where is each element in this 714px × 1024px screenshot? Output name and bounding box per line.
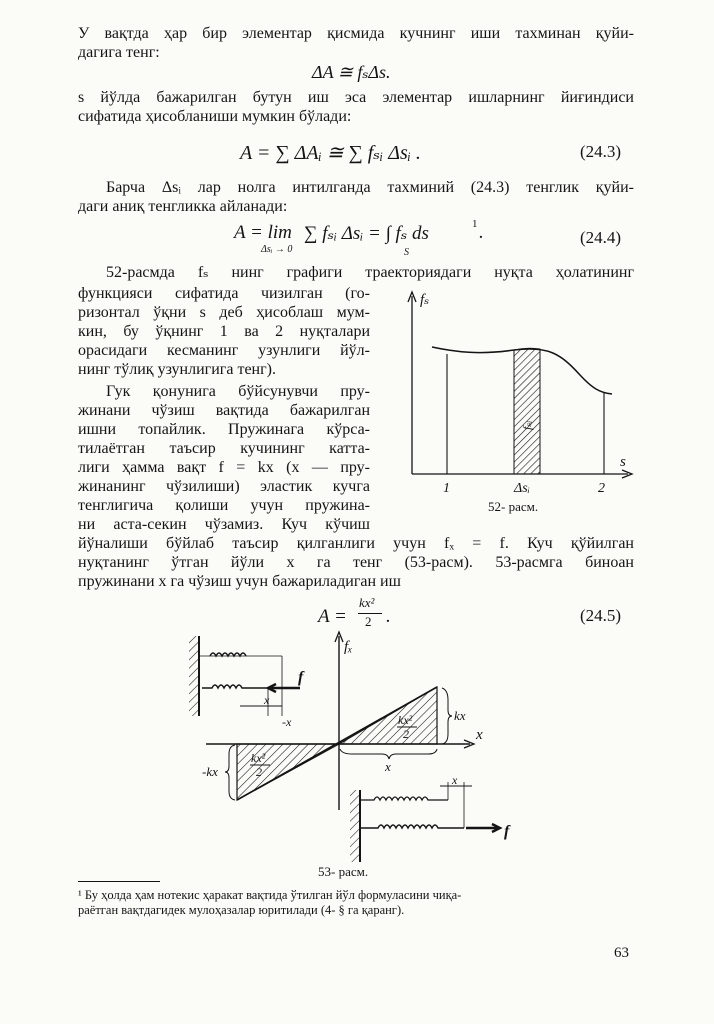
fig53-top-coil-lower <box>202 685 268 688</box>
fig52-tick-ds: Δsᵢ <box>514 481 530 496</box>
fig52-y-label: fₛ <box>420 292 430 308</box>
fig53-bottom-coil-upper <box>360 797 448 800</box>
para5-full-line-1: йўналиши бўйлаб таъсир қилганлиги учун fₓ = f. Куч қўйилган <box>78 535 634 552</box>
fig52-caption: 52- расм. <box>488 499 539 514</box>
fig53-caption: 53- расм. <box>318 864 369 879</box>
para4-line-3: кин, бу ўқнинг 1 ва 2 нуқталари <box>78 323 370 340</box>
para3-line-2: даги аниқ тенгликка айланади: <box>78 198 288 215</box>
intro-line-1: У вақтда ҳар бир элементар қисмида кучнинг иши тахминан қуйи- <box>78 25 634 42</box>
fig53-pos-base-brace <box>340 749 437 759</box>
fig53-bottom-force-arrow <box>466 824 500 832</box>
fig53-bottom-force-label: f <box>504 823 510 840</box>
eq-24-4-footnote-mark: 1 <box>472 218 478 230</box>
fig53-top-coil-upper <box>210 653 246 656</box>
fig53-top-wall <box>189 636 199 716</box>
fig53-top-force-label: f <box>298 669 304 686</box>
fig53-bottom-coil-lower <box>360 825 464 828</box>
para5-line-4: тилаётган таъсир кучининг катта- <box>78 440 370 457</box>
fig53-group <box>189 632 511 879</box>
para5-full-line-3: пружинани x га чўзиш учун бажариладиган иш <box>78 573 401 590</box>
para3-line-1: Барча Δsᵢ лар нолга интилганда тахминий (24.3) тенглик қуйи- <box>106 179 634 196</box>
equation-24-5-number: (24.5) <box>580 606 622 625</box>
eq-24-5-period: . <box>386 606 391 627</box>
eq-24-5-denominator: 2 <box>365 614 372 629</box>
fig53-pos-height: kx <box>454 708 466 723</box>
intro-line-2: дагига тенг: <box>78 44 160 61</box>
equation-24-3: A = ∑ ΔAᵢ ≅ ∑ fₛᵢ Δsᵢ . <box>240 142 421 164</box>
para4-line-5: нинг тўлиқ узунлигига тенг). <box>78 361 276 378</box>
fig52-tick-1: 1 <box>443 481 450 496</box>
fig53-neg-height: -kx <box>202 764 218 779</box>
eq-24-5-lhs: A = <box>318 606 347 627</box>
para4-line-1: функцияси сифатида чизилган (го- <box>78 285 370 302</box>
para4-first-line: 52-расмда fₛ нинг графиги траекториядаги нуқта ҳолатининг <box>106 264 634 281</box>
fig53-x-label: x <box>476 727 483 743</box>
para4-line-2: ризонтал ўқни s деб ҳисоблаш мум- <box>78 304 370 321</box>
para5-line-1: Гук қонунига бўйсунувчи пру- <box>106 383 370 400</box>
eq-24-4-lim-sub: Δsᵢ → 0 <box>261 244 293 255</box>
equation-24-4-number: (24.4) <box>580 228 622 247</box>
fig53-pos-base: x <box>385 759 391 774</box>
footnote-line-2: раётган вақтдагидек мулоҳазалар юритилади (4- § га қаранг). <box>78 903 405 917</box>
fig53-bottom-wall <box>350 790 360 862</box>
footnote-line-1: ¹ Бу ҳолда ҳам нотекис ҳаракат вақтида ўтилган йўл формуласини чиқа- <box>78 888 462 902</box>
para2-line-1: s йўлда бажарилган бутун иш эса элементар ишларнинг йиғиндиси <box>78 89 634 106</box>
eq-24-4-integral-sub: S <box>404 247 409 258</box>
fig53-y-label: fₓ <box>344 639 353 655</box>
para2-line-2: сифатида ҳисобланиши мумкин бўлади: <box>78 108 352 125</box>
fig53-bottom-dim-x: x <box>452 773 458 787</box>
fig52-x-label: s <box>620 454 626 470</box>
fig52-tick-2: 2 <box>598 481 605 496</box>
fig53-pos-area-num: kx² <box>398 713 413 727</box>
para5-line-8: ни аста-секин чўзамиз. Куч кўчиш <box>78 516 370 533</box>
para5-line-2: жинани чўзиш вақтида бажарилган <box>78 402 370 419</box>
para5-line-5: лиги ҳамма вақт f = kx (x — пру- <box>78 459 370 476</box>
para4-line-4: орасидаги кесманинг узунлиги йўл- <box>78 342 370 359</box>
para5-line-6: жинанинг чўзилиши) эластик кучга <box>78 478 370 495</box>
footnote-rule <box>78 881 160 882</box>
fig53-top-force-arrow <box>268 684 300 692</box>
fig53-pos-height-brace <box>442 688 452 744</box>
para5-line-7: тенглигича қолиши учун пружина- <box>78 497 370 514</box>
fig53-top-dim-x: x <box>264 693 270 707</box>
eq-24-4-sum: ∑ fₛᵢ Δsᵢ = ∫ fₛ ds <box>304 223 429 244</box>
equation-dA: ΔA ≅ fₛΔs. <box>312 62 391 82</box>
fig53-top-dim-neg-x: -x <box>282 715 292 729</box>
fig52-group <box>408 292 632 514</box>
page-number: 63 <box>614 945 629 961</box>
equation-24-3-number: (24.3) <box>580 142 622 161</box>
para5-full-line-2: нуқтанинг ўтган йўли x га тенг (53-расм). 53-расмга биноан <box>78 554 634 571</box>
fig52-strip-label: fₛᵢ <box>520 420 534 430</box>
eq-24-5-numerator: kx² <box>359 595 375 610</box>
eq-24-4-lhs: A = lim <box>234 222 292 243</box>
para5-line-3: ишни топайлик. Пружинага кўрса- <box>78 421 370 438</box>
fig53-neg-area-num: kx² <box>251 751 266 765</box>
fig53-neg-height-brace <box>225 745 235 800</box>
fig52-strip <box>514 348 540 474</box>
fig53-pos-area-den: 2 <box>403 727 409 741</box>
eq-24-4-period: . <box>479 222 484 243</box>
fig53-neg-area-den: 2 <box>256 765 262 779</box>
